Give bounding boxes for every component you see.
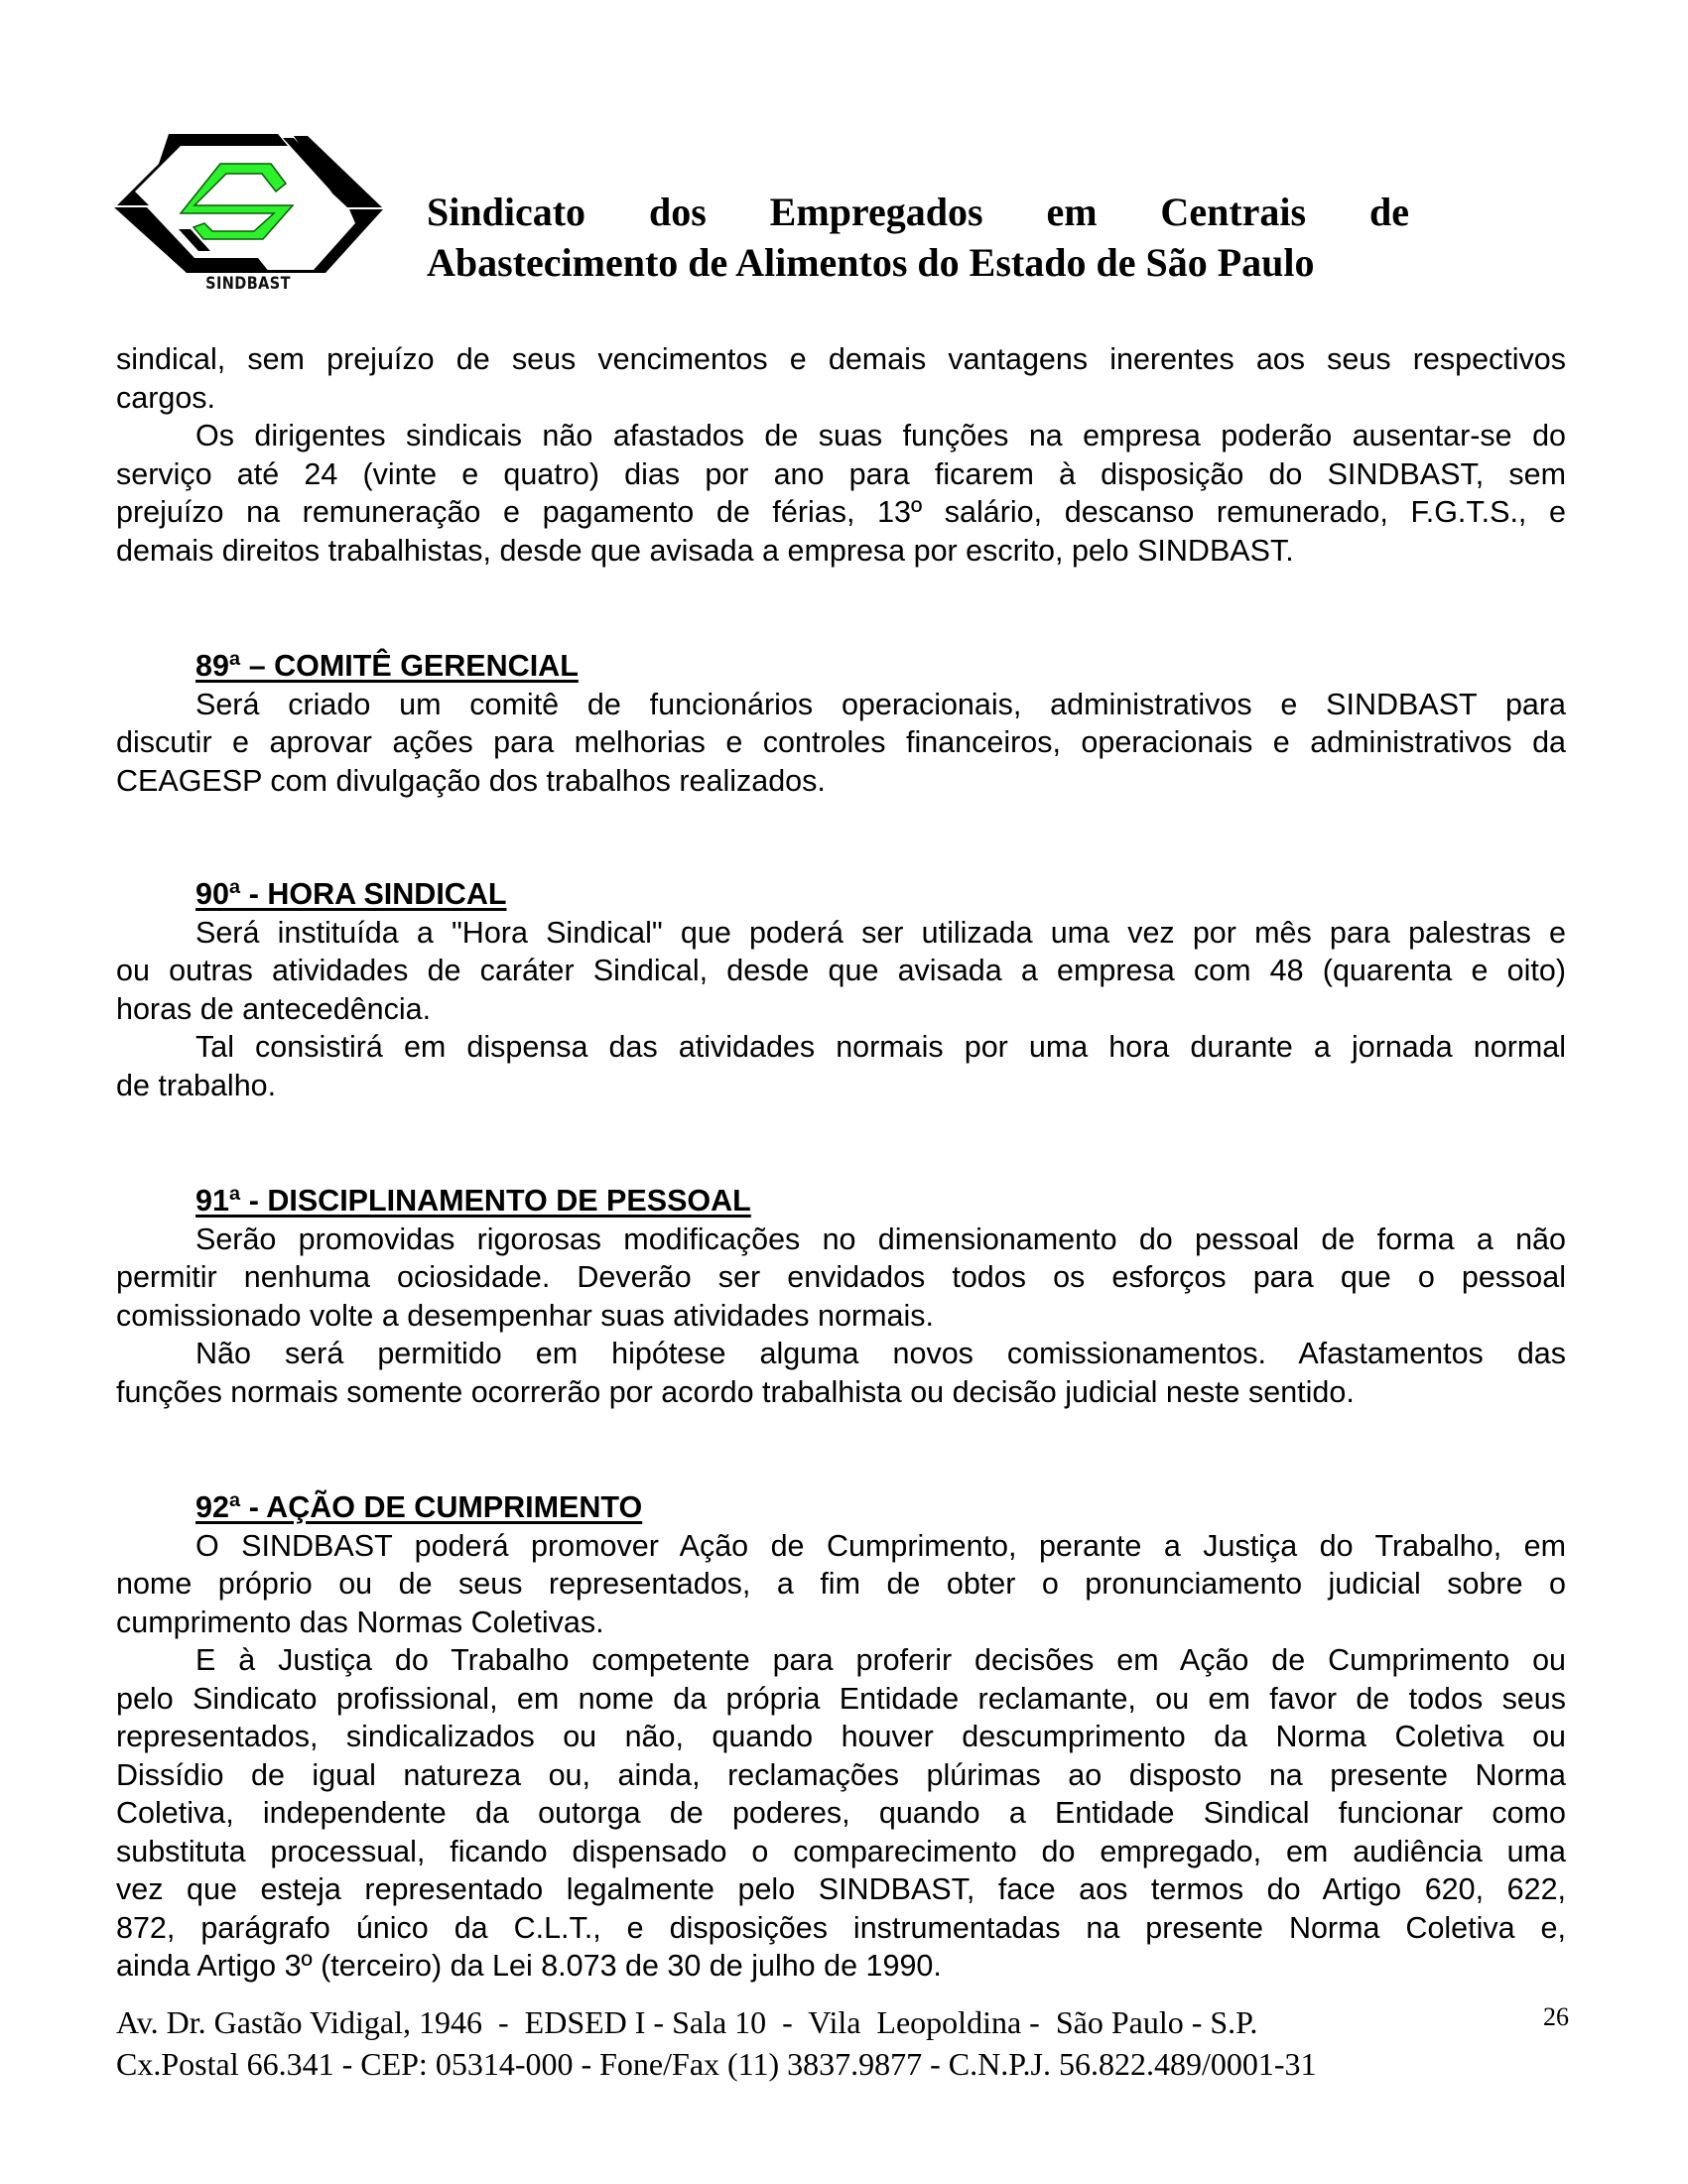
- clause-heading: [116, 875, 1566, 914]
- page-number: 26: [1543, 2002, 1569, 2031]
- text-line: cargos.: [116, 380, 216, 415]
- text-line: O SINDBAST poderá promover Ação de Cumprimento, perante a Justiça do Trabalho, em: [195, 1528, 1566, 1563]
- text-line: serviço até 24 (vinte e quatro) dias por ano para ficarem à disposição do SINDBAST, sem: [116, 456, 1566, 491]
- text-line: funções normais somente ocorrerão por acordo trabalhista ou decisão judicial neste sentido.: [116, 1374, 1355, 1409]
- text-line: demais direitos trabalhistas, desde que avisada a empresa por escrito, pelo SINDBAST.: [116, 533, 1294, 568]
- text-line: Os dirigentes sindicais não afastados de suas funções na empresa poderão ausentar-se do: [195, 419, 1566, 452]
- clause-91: [116, 1182, 1566, 1411]
- clause-heading: [116, 1488, 1566, 1527]
- clause-90: [116, 875, 1566, 1104]
- text-line: vez que esteja representado legalmente pelo SINDBAST, face aos termos do Artigo 620, 622,: [116, 1872, 1566, 1906]
- clause-heading-text: 90ª - HORA SINDICAL: [195, 877, 507, 911]
- page-footer: [116, 2001, 1585, 2085]
- text-line: Será criado um comitê de funcionários operacionais, administrativos e SINDBAST para: [195, 687, 1566, 721]
- clause-heading: [116, 1182, 1566, 1220]
- clause-89: [116, 647, 1566, 800]
- text-line: E à Justiça do Trabalho competente para proferir decisões em Ação de Cumprimento ou: [195, 1643, 1566, 1677]
- clause-heading-text: 91ª - DISCIPLINAMENTO DE PESSOAL: [195, 1184, 751, 1218]
- text-line: Tal consistirá em dispensa das atividades normais por uma hora durante a jornada normal: [195, 1030, 1566, 1064]
- text-line: permitir nenhuma ociosidade. Deverão ser envidados todos os esforços para que o pessoal: [116, 1260, 1566, 1294]
- clause-92: [116, 1488, 1566, 1986]
- organization-title-line-2: Abastecimento de Alimentos do Estado de São Paulo: [427, 240, 1315, 285]
- text-line: de trabalho.: [116, 1068, 277, 1102]
- text-line: horas de antecedência.: [116, 991, 432, 1026]
- text-line: ainda Artigo 3º (terceiro) da Lei 8.073 de 30 de julho de 1990.: [116, 1949, 942, 1983]
- text-line: nome próprio ou de seus representados, a fim de obter o pronunciamento judicial sobre o: [116, 1567, 1566, 1601]
- text-line: ou outras atividades de caráter Sindical, desde que avisada a empresa com 48 (quarenta e oito): [116, 954, 1566, 987]
- text-line: cumprimento das Normas Coletivas.: [116, 1605, 604, 1639]
- text-line: prejuízo na remuneração e pagamento de férias, 13º salário, descanso remunerado, F.G.T.S., e: [116, 495, 1566, 529]
- text-line: discutir e aprovar ações para melhorias e controles financeiros, operacionais e administrativos da: [116, 725, 1566, 759]
- text-line: Coletiva, independente da outorga de poderes, quando a Entidade Sindical funcionar como: [116, 1796, 1566, 1830]
- text-line: Serão promovidas rigorosas modificações no dimensionamento do pessoal de forma a não: [195, 1221, 1566, 1256]
- organization-title-line-1: Sindicato dos Empregados em Centrais de: [427, 190, 1409, 234]
- text-line: Dissídio de igual natureza ou, ainda, reclamações plúrimas ao disposto na presente Norma: [116, 1757, 1566, 1792]
- text-line: CEAGESP com divulgação dos trabalhos realizados.: [116, 763, 826, 798]
- clause-heading-text: 89ª – COMITÊ GERENCIAL: [195, 649, 579, 683]
- text-line: sindical, sem prejuízo de seus vencimentos e demais vantagens inerentes aos seus respectivos: [116, 342, 1566, 376]
- clause-heading-text: 92ª - AÇÃO DE CUMPRIMENTO: [195, 1490, 643, 1524]
- clause-heading: [116, 647, 1566, 686]
- text-line: Não será permitido em hipótese alguma novos comissionamentos. Afastamentos das: [195, 1337, 1566, 1370]
- intro-section: [116, 340, 1566, 570]
- text-line: 872, parágrafo único da C.L.T., e disposições instrumentadas na presente Norma Coletiva e,: [116, 1910, 1566, 1945]
- organization-title: [427, 187, 1409, 288]
- footer-address: Av. Dr. Gastão Vidigal, 1946 - EDSED I - Sala 10 - Vila Leopoldina - São Paulo - S.P.: [116, 2004, 1258, 2040]
- sindbast-logo: [109, 124, 387, 303]
- text-line: Será instituída a "Hora Sindical" que poderá ser utilizada uma vez por mês para palestras e: [195, 915, 1566, 950]
- text-line: substituta processual, ficando dispensado o comparecimento do empregado, em audiência uma: [116, 1834, 1566, 1868]
- text-line: representados, sindicalizados ou não, quando houver descumprimento da Norma Coletiva ou: [116, 1720, 1566, 1753]
- logo-label: SINDBAST: [205, 274, 291, 294]
- footer-contact: Cx.Postal 66.341 - CEP: 05314-000 - Fone/Fax (11) 3837.9877 - C.N.P.J. 56.822.489/0001-31: [116, 2046, 1317, 2082]
- text-line: pelo Sindicato profissional, em nome da própria Entidade reclamante, ou em favor de todos seus: [116, 1681, 1566, 1716]
- text-line: comissionado volte a desempenhar suas atividades normais.: [116, 1298, 934, 1333]
